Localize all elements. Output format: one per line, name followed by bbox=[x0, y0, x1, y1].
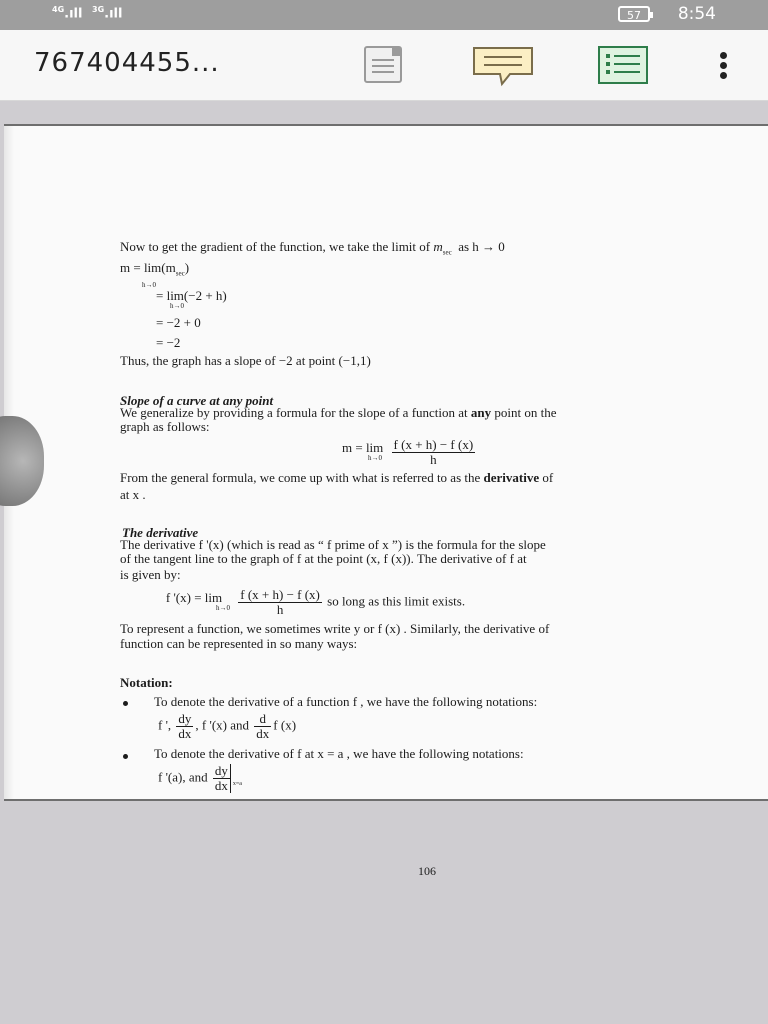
bullet-2-dot bbox=[123, 754, 128, 759]
represent-paragraph-2: function can be represented in so many ways: bbox=[120, 636, 358, 651]
bullet-2-text: To denote the derivative of f at x = a , we have the following notations: bbox=[154, 746, 524, 761]
status-bar bbox=[0, 0, 768, 30]
slope-paragraph-2: graph as follows: bbox=[120, 419, 210, 434]
represent-paragraph-1: To represent a function, we sometimes write y or f (x) . Similarly, the derivative of bbox=[120, 621, 550, 636]
derivative-paragraph-2: of the tangent line to the graph of f at the point (x, f (x)). The derivative of f at bbox=[120, 551, 527, 566]
text-line-1: Now to get the gradient of the function, we take the limit of $m_{sec}$ as h → 0 bbox=[120, 239, 505, 257]
document-icon[interactable] bbox=[362, 46, 406, 89]
bullet-1-dot bbox=[123, 701, 128, 706]
thus-line: Thus, the graph has a slope of −2 at point (−1,1) bbox=[120, 353, 371, 368]
page-number: 106 bbox=[418, 864, 436, 878]
derivative-formula: f '(x) = lim h→0 $\frac{f (x + h) - f (x)}{h}$ so long as this limit exists. bbox=[165, 587, 466, 617]
equation-2: = lim(−2 + h) h→0 bbox=[156, 288, 227, 310]
equation-3: = −2 + 0 bbox=[156, 315, 201, 330]
slope-heading: Slope of a curve at any point bbox=[120, 393, 274, 408]
derivative-heading: The derivative bbox=[122, 525, 199, 540]
clock: 8:54 bbox=[677, 4, 716, 24]
finger-shadow bbox=[0, 416, 44, 506]
equation-4: = −2 bbox=[156, 335, 181, 350]
derivative-paragraph-3: is given by: bbox=[120, 567, 181, 582]
bullet-1-notations: f ', $\frac{dy}{dx}$ , f '(x) and $\frac{d}{dx}$ f (x) bbox=[158, 711, 297, 741]
bullet-1-text: To denote the derivative of a function f , we have the following notations: bbox=[154, 694, 538, 709]
toolbar bbox=[0, 30, 768, 101]
document-page bbox=[4, 124, 768, 878]
bullet-2-notations: f '(a), and $\frac{dy}{dx}$ $_{x=a}$ bbox=[158, 763, 242, 793]
notation-heading: Notation: bbox=[120, 675, 173, 690]
general-paragraph-1: From the general formula, we come up with what is referred to as the derivative of bbox=[120, 470, 554, 485]
comment-icon[interactable] bbox=[472, 46, 534, 91]
more-icon[interactable] bbox=[720, 52, 728, 82]
signal-4g-icon: $^{4G}$.ıll bbox=[52, 5, 83, 22]
battery-icon: 57 bbox=[618, 6, 650, 22]
document-title: 767404455... bbox=[34, 48, 220, 78]
derivative-paragraph-1: The derivative f '(x) (which is read as “ f prime of x ”) is the formula for the slope bbox=[120, 537, 546, 552]
general-paragraph-2: at x . bbox=[120, 487, 146, 502]
list-icon[interactable] bbox=[598, 46, 648, 89]
signal-3g-icon: $^{3G}$.ıll bbox=[92, 5, 123, 22]
slope-paragraph-1: We generalize by providing a formula for the slope of a function at any point on the bbox=[120, 405, 557, 420]
slope-formula: m = lim h→0 $\frac{f (x + h) - f (x)}{h}$ bbox=[342, 437, 474, 467]
equation-1: $m = \lim(m_{sec})$ h→0 bbox=[120, 260, 190, 289]
